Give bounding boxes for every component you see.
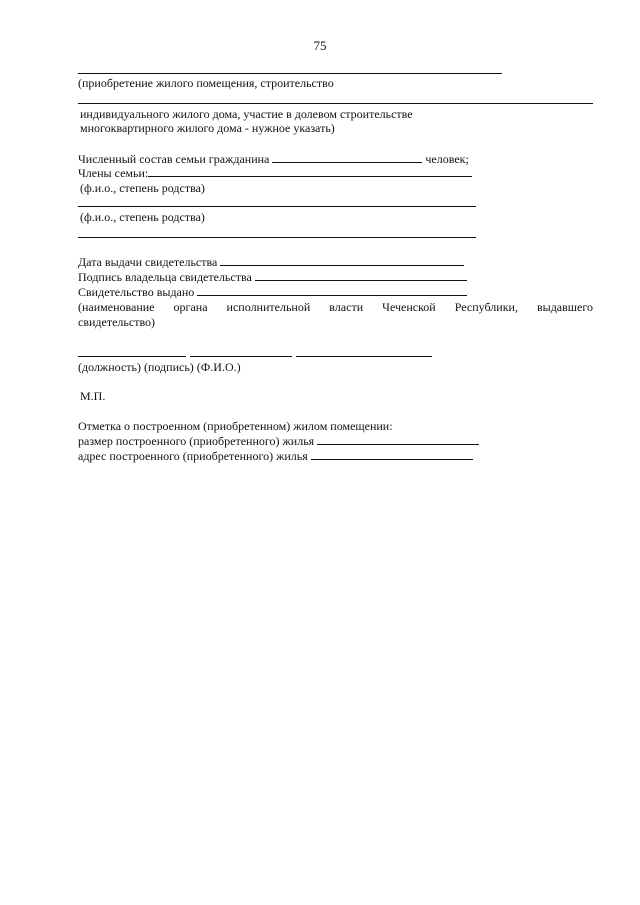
- issued-by-label: Свидетельство выдано: [78, 285, 195, 299]
- stamp-placeholder: М.П.: [80, 389, 106, 403]
- housing-size-field[interactable]: [317, 434, 479, 445]
- family-count-field[interactable]: [272, 152, 422, 163]
- housing-address-row: [78, 449, 473, 463]
- issue-date-label: Дата выдачи свидетельства: [78, 255, 218, 269]
- owner-signature-field[interactable]: [255, 270, 467, 281]
- family-members-field[interactable]: [148, 166, 472, 177]
- owner-signature-label: Подпись владельца свидетельства: [78, 270, 252, 284]
- family-count-label: Численный состав семьи гражданина: [78, 152, 270, 166]
- member-line-3[interactable]: [78, 237, 476, 238]
- member-line-2[interactable]: [78, 206, 476, 207]
- issued-by-row: [78, 285, 467, 299]
- housing-size-row: [78, 434, 479, 448]
- purpose-underline: [78, 73, 502, 74]
- family-count-row: [78, 152, 469, 166]
- member-hint-2: (ф.и.о., степень родства): [80, 210, 205, 224]
- authority-hint-line2: свидетельство): [78, 315, 156, 329]
- family-members-row: [78, 166, 472, 180]
- housing-size-label: размер построенного (приобретенного) жилья: [78, 434, 315, 448]
- page-number: 75: [313, 38, 327, 53]
- housing-heading: Отметка о построенном (приобретенном) жилом помещении:: [78, 419, 393, 433]
- family-count-suffix: человек;: [425, 152, 469, 166]
- issue-date-row: [78, 255, 464, 269]
- purpose-hint-line3: многоквартирного жилого дома - нужное указать): [80, 121, 335, 135]
- family-members-label: Члены семьи:: [78, 166, 149, 180]
- authority-hint-line1: (наименование органа исполнительной власти Чеченской Республики, выдавшего: [78, 300, 593, 314]
- signature-line[interactable]: [190, 356, 292, 357]
- full-name-line[interactable]: [296, 356, 432, 357]
- signature-caption: (должность) (подпись) (Ф.И.О.): [78, 360, 241, 374]
- owner-signature-row: [78, 270, 467, 284]
- purpose-underline-2: [78, 103, 593, 104]
- housing-address-label: адрес построенного (приобретенного) жилья: [78, 449, 308, 463]
- member-hint-1: (ф.и.о., степень родства): [80, 181, 205, 195]
- position-line[interactable]: [78, 356, 186, 357]
- purpose-hint-line1: (приобретение жилого помещения, строительство: [78, 76, 334, 90]
- issued-by-field[interactable]: [197, 285, 467, 296]
- housing-address-field[interactable]: [311, 449, 473, 460]
- issue-date-field[interactable]: [220, 255, 464, 266]
- purpose-hint-line2: индивидуального жилого дома, участие в долевом строительстве: [80, 107, 413, 121]
